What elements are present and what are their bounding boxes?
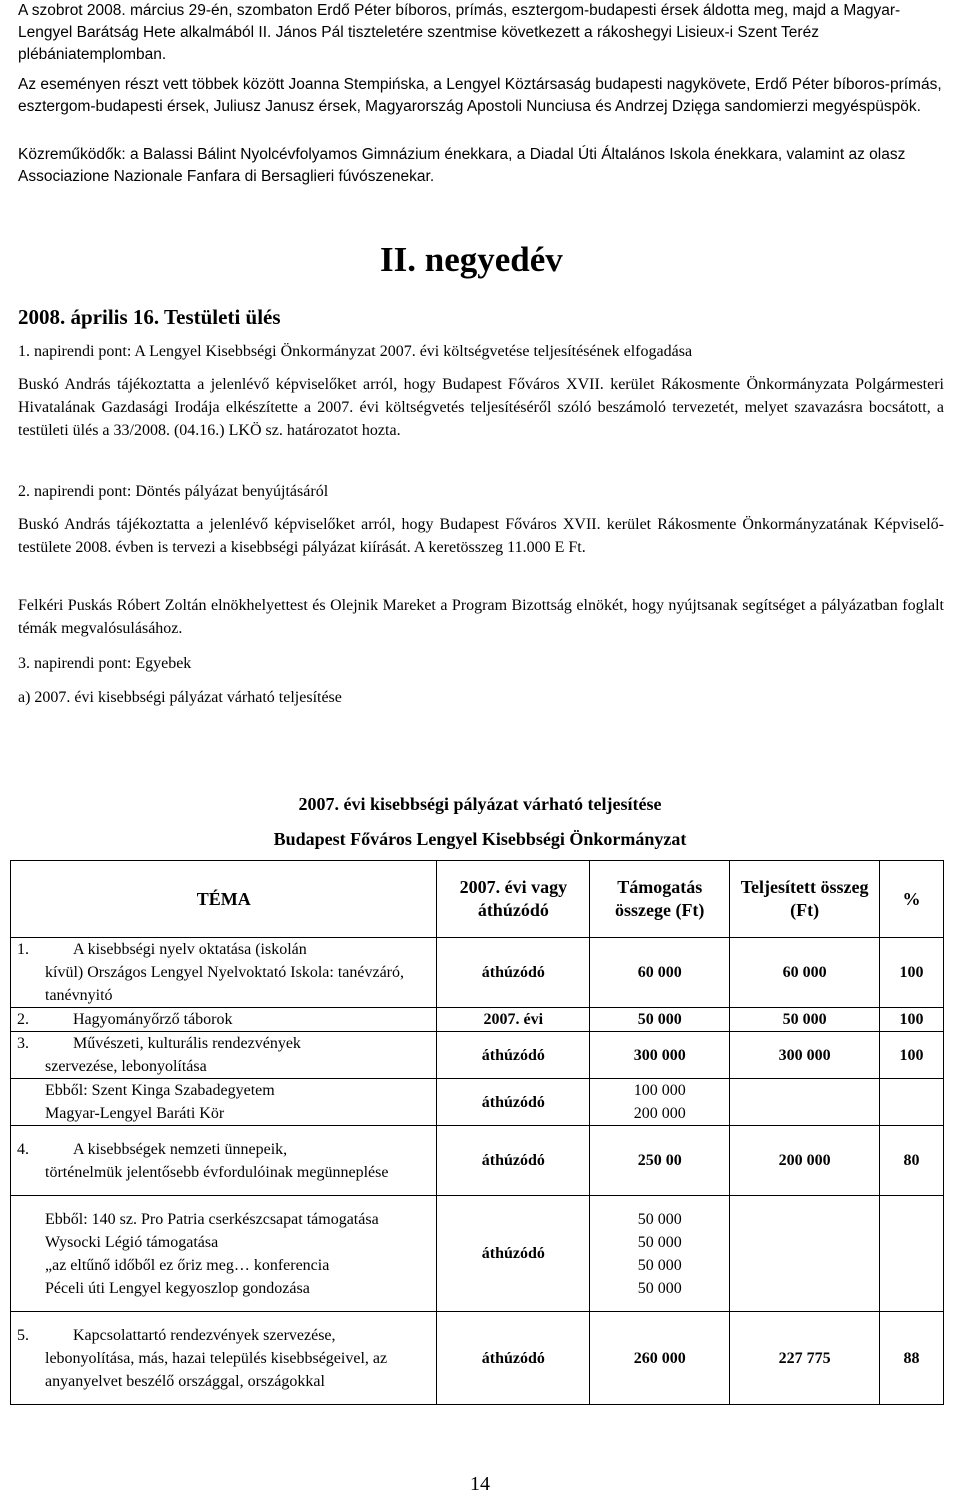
subrow-topic <box>11 1079 437 1126</box>
header-topic: TÉMA <box>11 861 437 938</box>
subrow-support <box>590 1079 730 1126</box>
subrow-done <box>730 1079 880 1126</box>
agenda-item-2-text-1: Buskó András tájékoztatta a jelenlévő képviselőket arról, hogy Budapest Főváros XVII. kerület Rákosmente Önkormányzatának Képviselő-testülete 2008. évben is tervezi a kisebbségi pályázat kiírását. A keretösszeg 11.000 E Ft. <box>18 516 944 556</box>
agenda-item-1-text: Buskó András tájékoztatta a jelenlévő képviselőket arról, hogy Budapest Főváros XVII. kerület Rákosmente Önkormányzata Polgármesteri Hivatalának Gazdasági Irodája elkészítette a 2007. évi költségvetés teljesítéséről szóló beszámoló tervezetét, melyet szavazásra bocsátott, a testületi ülés a 33/2008. (04.16.) LKÖ sz. határozatot hozta. <box>18 376 944 439</box>
row-year: áthúzódó <box>437 938 590 1008</box>
intro-paragraph-1: A szobrot 2008. március 29-én, szombaton Erdő Péter bíboros, prímás, esztergom-budapesti érsek áldotta meg, majd a Magyar-Lengyel Barátság Hete alkalmából II. János Pál tiszteletére szentmise következett a rákoshegyi Lisieux-i Szent Teréz plébániatemplomban. <box>18 2 901 63</box>
subrow-line: „az eltűnő időből ez őriz meg… konferencia <box>45 1256 330 1274</box>
subrow-support <box>590 1196 730 1312</box>
row-support: 60 000 <box>590 938 730 1008</box>
row-topic <box>11 1312 437 1405</box>
table-row <box>11 1008 944 1032</box>
table-subtitle: Budapest Főváros Lengyel Kisebbségi Önkormányzat <box>273 829 687 849</box>
row-support: 50 000 <box>590 1008 730 1032</box>
row-topic-first: A kisebbségi nyelv oktatása (iskolán <box>73 941 307 958</box>
row-year: áthúzódó <box>437 1126 590 1196</box>
header-done: Teljesített összeg (Ft) <box>730 861 880 938</box>
row-number: 3. <box>17 1035 29 1052</box>
row-support: 300 000 <box>590 1032 730 1079</box>
subrow-done <box>730 1196 880 1312</box>
row-percent: 100 <box>880 1008 944 1032</box>
subrow-line: Magyar-Lengyel Baráti Kör <box>45 1105 225 1122</box>
subrow-support-value: 50 000 <box>637 1233 682 1251</box>
agenda-item-2-title: 2. napirendi pont: Döntés pályázat benyújtásáról <box>18 483 329 500</box>
intro-paragraph-2: Az eseményen részt vett többek között Joanna Stempińska, a Lengyel Köztársaság budapesti nagykövete, Erdő Péter bíboros-prímás, esztergom-budapesti érsek, Juliusz Janusz érsek, Magyarország Apostoli Nunciusa és Andrzej Dzięga sandomierzi megyéspüspök. <box>18 76 942 115</box>
row-done: 227 775 <box>730 1312 880 1405</box>
row-support: 250 00 <box>590 1126 730 1196</box>
row-topic-rest: szervezése, lebonyolítása <box>45 1058 207 1075</box>
table-row <box>11 1126 944 1196</box>
table-subrow <box>11 1196 944 1312</box>
row-topic <box>11 1032 437 1079</box>
row-percent: 100 <box>880 1032 944 1079</box>
subrow-support-value: 100 000 <box>633 1082 686 1099</box>
subrow-line: Ebből: 140 sz. Pro Patria cserkészcsapat támogatása <box>45 1210 379 1228</box>
subrow-support-value: 50 000 <box>637 1279 682 1297</box>
subrow-support-value: 50 000 <box>637 1256 682 1274</box>
intro-paragraph-3: Közreműködők: a Balassi Bálint Nyolcévfolyamos Gimnázium énekkara, a Diadal Úti Általános Iskola énekkara, valamint az olasz Associazione Nazionale Fanfara di Bersaglieri fúvószenekar. <box>18 146 906 185</box>
table-subrow <box>11 1079 944 1126</box>
agenda-item-3-a: a) 2007. évi kisebbségi pályázat várható teljesítése <box>18 689 342 706</box>
subrow-line: Wysocki Légió támogatása <box>45 1233 219 1251</box>
row-done: 50 000 <box>730 1008 880 1032</box>
subrow-support-value: 50 000 <box>637 1210 682 1228</box>
subrow-year: áthúzódó <box>437 1196 590 1312</box>
header-support: Támogatás összege (Ft) <box>590 861 730 938</box>
subrow-percent <box>880 1079 944 1126</box>
subrow-year: áthúzódó <box>437 1079 590 1126</box>
meeting-title: 2008. április 16. Testületi ülés <box>18 305 281 329</box>
row-topic-rest: kívül) Országos Lengyel Nyelvoktató Iskola: tanévzáró, tanévnyitó <box>45 964 404 1004</box>
agenda-item-2-text-2: Felkéri Puskás Róbert Zoltán elnökhelyettest és Olejnik Mareket a Program Bizottság elnökét, hogy nyújtsanak segítséget a pályázatban foglalt témák megvalósulásához. <box>18 597 944 637</box>
table-row <box>11 1032 944 1079</box>
row-topic <box>11 938 437 1008</box>
row-done: 60 000 <box>730 938 880 1008</box>
row-number: 1. <box>17 941 29 958</box>
row-year: áthúzódó <box>437 1032 590 1079</box>
row-done: 300 000 <box>730 1032 880 1079</box>
row-topic-first: Hagyományőrző táborok <box>73 1011 233 1028</box>
table-row <box>11 938 944 1008</box>
row-percent: 88 <box>880 1312 944 1405</box>
row-year: áthúzódó <box>437 1312 590 1405</box>
row-done: 200 000 <box>730 1126 880 1196</box>
row-support: 260 000 <box>590 1312 730 1405</box>
subrow-topic <box>11 1196 437 1312</box>
header-percent: % <box>880 861 944 938</box>
grant-table <box>10 860 944 1405</box>
row-percent: 100 <box>880 938 944 1008</box>
subrow-line: Ebből: Szent Kinga Szabadegyetem <box>45 1082 275 1099</box>
row-topic <box>11 1008 437 1032</box>
quarter-heading: II. negyedév <box>380 240 563 279</box>
row-number: 2. <box>17 1011 29 1028</box>
agenda-item-3-title: 3. napirendi pont: Egyebek <box>18 655 192 672</box>
subrow-support-value: 200 000 <box>633 1105 686 1122</box>
row-number: 5. <box>17 1326 29 1344</box>
row-number: 4. <box>17 1140 29 1158</box>
row-topic-first: A kisebbségek nemzeti ünnepeik, <box>73 1140 288 1158</box>
row-percent: 80 <box>880 1126 944 1196</box>
subrow-percent <box>880 1196 944 1312</box>
row-topic <box>11 1126 437 1196</box>
table-title: 2007. évi kisebbségi pályázat várható teljesítése <box>298 794 662 814</box>
table-row <box>11 1312 944 1405</box>
row-year: 2007. évi <box>437 1008 590 1032</box>
page-number: 14 <box>470 1473 490 1495</box>
row-topic-rest: történelmük jelentősebb évfordulóinak megünneplése <box>45 1163 389 1181</box>
row-topic-rest: lebonyolítása, más, hazai település kisebbségeivel, az anyanyelvet beszélő országgal, országokkal <box>45 1349 388 1390</box>
agenda-item-1-title: 1. napirendi pont: A Lengyel Kisebbségi Önkormányzat 2007. évi költségvetése teljesítésének elfogadása <box>18 343 693 360</box>
row-topic-first: Művészeti, kulturális rendezvények <box>73 1035 301 1052</box>
table-header-row <box>11 861 944 938</box>
header-year: 2007. évi vagy áthúzódó <box>437 861 590 938</box>
subrow-line: Péceli úti Lengyel kegyoszlop gondozása <box>45 1279 310 1297</box>
row-topic-first: Kapcsolattartó rendezvények szervezése, <box>73 1326 336 1344</box>
